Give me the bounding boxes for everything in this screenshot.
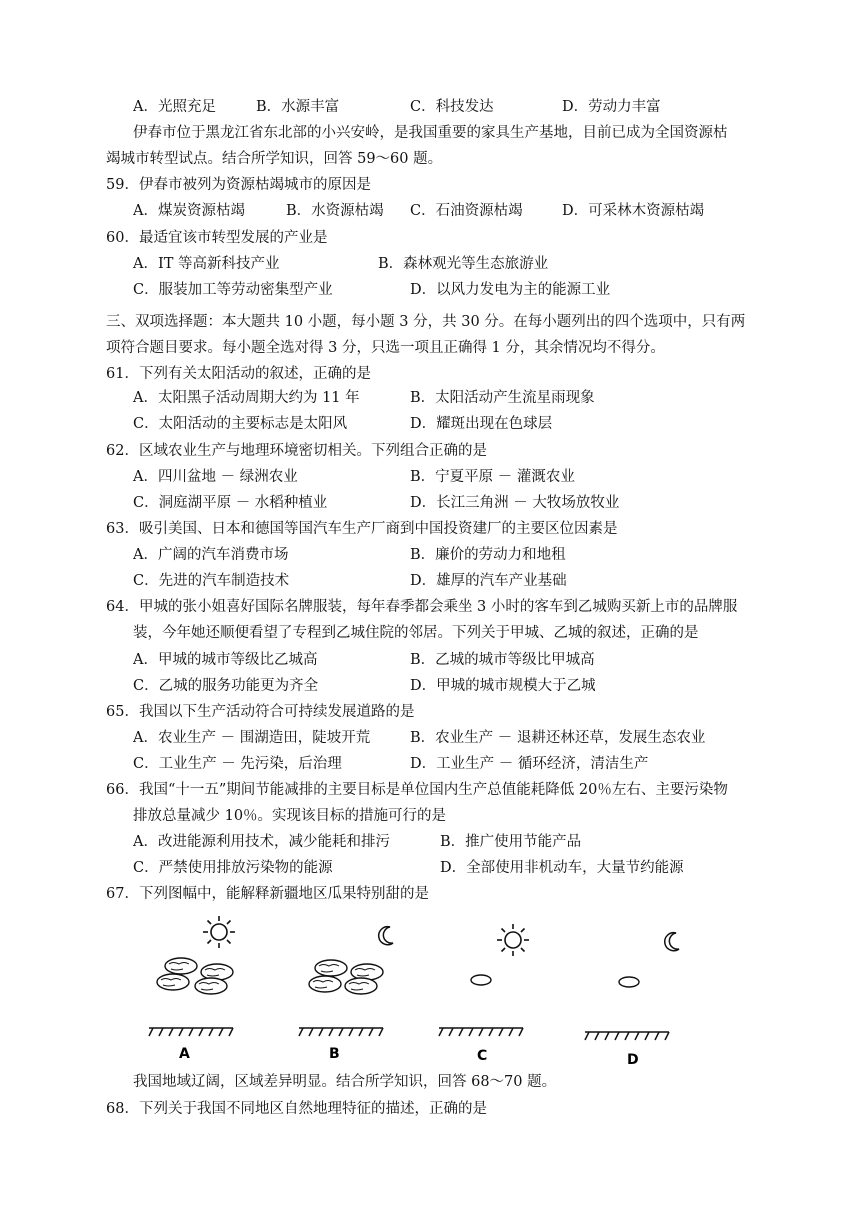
q63-option-b: B．廉价的劳动力和地租: [410, 547, 566, 563]
sun-icon: [497, 924, 529, 956]
q64-option-d: D．甲城的城市规模大于乙城: [410, 678, 596, 694]
q61-option-c: C．太阳活动的主要标志是太阳风: [133, 416, 348, 432]
q64-option-b: B．乙城的城市等级比甲城高: [410, 652, 595, 668]
ground-hatch: [299, 1028, 383, 1036]
figure-label-c: C: [477, 1048, 488, 1064]
q66-option-c: C．严禁使用排放污染物的能源: [133, 860, 333, 876]
q63-option-c: C．先进的汽车制造技术: [133, 573, 290, 589]
question-66: 66．我国“十一五”期间节能减排的主要目标是单位国内生产总值能耗降低 20％左右、主要污染物: [106, 782, 728, 798]
q61-option-d: D．耀斑出现在色球层: [410, 416, 553, 432]
q59-option-d: D．可采林木资源枯竭: [562, 203, 705, 219]
q60-option-b: B．森林观光等生态旅游业: [378, 256, 549, 272]
ground-hatch: [149, 1028, 233, 1036]
cloud-icon: [309, 960, 383, 994]
ground-hatch: [439, 1028, 523, 1036]
q59-option-a: A．煤炭资源枯竭: [133, 203, 245, 219]
q61-option-b: B．太阳活动产生流星雨现象: [410, 390, 595, 406]
q63-option-a: A．广阔的汽车消费市场: [133, 547, 289, 563]
figure-label-d: D: [627, 1052, 639, 1068]
cloud-icon: [471, 975, 491, 985]
ground-hatch: [585, 1032, 669, 1040]
section-3-heading-cont: 项符合题目要求。每小题全选对得 3 分，只选一项且正确得 1 分，其余情况均不得分。: [106, 340, 665, 356]
cloud-icon: [157, 958, 233, 994]
q61-option-a: A．太阳黑子活动周期大约为 11 年: [133, 390, 360, 406]
q59-option-b: B．水资源枯竭: [286, 203, 384, 219]
q60-option-d: D．以风力发电为主的能源工业: [410, 282, 611, 298]
question-63: 63．吸引美国、日本和德国等国汽车生产厂商到中国投资建厂的主要区位因素是: [106, 521, 618, 537]
q67-figure: [133, 908, 733, 1068]
passage-intro: 伊春市位于黑龙江省东北部的小兴安岭，是我国重要的家具生产基地，目前已成为全国资源枯: [133, 125, 728, 141]
q64-option-c: C．乙城的服务功能更为齐全: [133, 678, 319, 694]
question-65: 65．我国以下生产活动符合可持续发展道路的是: [106, 704, 415, 720]
question-59: 59．伊春市被列为资源枯竭城市的原因是: [106, 177, 371, 193]
q65-option-b: B．农业生产 － 退耕还林还草，发展生态农业: [410, 730, 706, 746]
question-62: 62．区域农业生产与地理环境密切相关。下列组合正确的是: [106, 443, 487, 459]
cloud-icon: [619, 977, 639, 987]
q60-option-a: A．IT 等高新科技产业: [133, 256, 280, 272]
q63-option-d: D．雄厚的汽车产业基础: [410, 573, 567, 589]
question-60: 60．最适宜该市转型发展的产业是: [106, 230, 328, 246]
q65-option-c: C．工业生产 － 先污染，后治理: [133, 756, 342, 772]
moon-icon: [665, 933, 679, 951]
figure-label-a: A: [179, 1046, 190, 1062]
q66-option-b: B．推广使用节能产品: [440, 834, 582, 850]
q62-option-d: D．长江三角洲 － 大牧场放牧业: [410, 495, 620, 511]
q65-option-d: D．工业生产 － 循环经济，清洁生产: [410, 756, 649, 772]
passage-intro-cont: 竭城市转型试点。结合所学知识，回答 59～60 题。: [106, 151, 443, 167]
section-3-heading: 三、双项选择题：本大题共 10 小题，每小题 3 分，共 30 分。在每小题列出的四个选项中，只有两: [106, 314, 746, 330]
option-a: A．光照充足: [133, 99, 216, 115]
q66-option-d: D．全部使用非机动车，大量节约能源: [440, 860, 684, 876]
q59-option-c: C．石油资源枯竭: [410, 203, 523, 219]
question-64: 64．甲城的张小姐喜好国际名牌服装，每年春季都会乘坐 3 小时的客车到乙城购买新上市的品牌服: [106, 599, 738, 615]
moon-icon: [379, 927, 393, 945]
q66-option-a: A．改进能源利用技术，减少能耗和排污: [133, 834, 390, 850]
question-61: 61．下列有关太阳活动的叙述，正确的是: [106, 366, 371, 382]
sun-icon: [203, 916, 235, 948]
q60-option-c: C．服装加工等劳动密集型产业: [133, 282, 333, 298]
q62-option-a: A．四川盆地 － 绿洲农业: [133, 469, 298, 485]
q64-option-a: A．甲城的城市等级比乙城高: [133, 652, 318, 668]
question-67: 67．下列图幅中，能解释新疆地区瓜果特别甜的是: [106, 886, 429, 902]
option-b: B．水源丰富: [256, 99, 340, 115]
question-64-cont: 装，今年她还顺便看望了专程到乙城住院的邻居。下列关于甲城、乙城的叙述，正确的是: [133, 625, 699, 641]
passage-intro-2: 我国地域辽阔，区域差异明显。结合所学知识，回答 68～70 题。: [133, 1074, 557, 1090]
figure-label-b: B: [329, 1046, 340, 1062]
q62-option-b: B．宁夏平原 － 灌溉农业: [410, 469, 575, 485]
question-68: 68．下列关于我国不同地区自然地理特征的描述，正确的是: [106, 1101, 487, 1117]
option-c: C．科技发达: [410, 99, 494, 115]
option-d: D．劳动力丰富: [562, 99, 661, 115]
q62-option-c: C．洞庭湖平原 － 水稻种植业: [133, 495, 328, 511]
q65-option-a: A．农业生产 － 围湖造田，陡坡开荒: [133, 730, 371, 746]
question-66-cont: 排放总量减少 10％。实现该目标的措施可行的是: [133, 808, 447, 824]
